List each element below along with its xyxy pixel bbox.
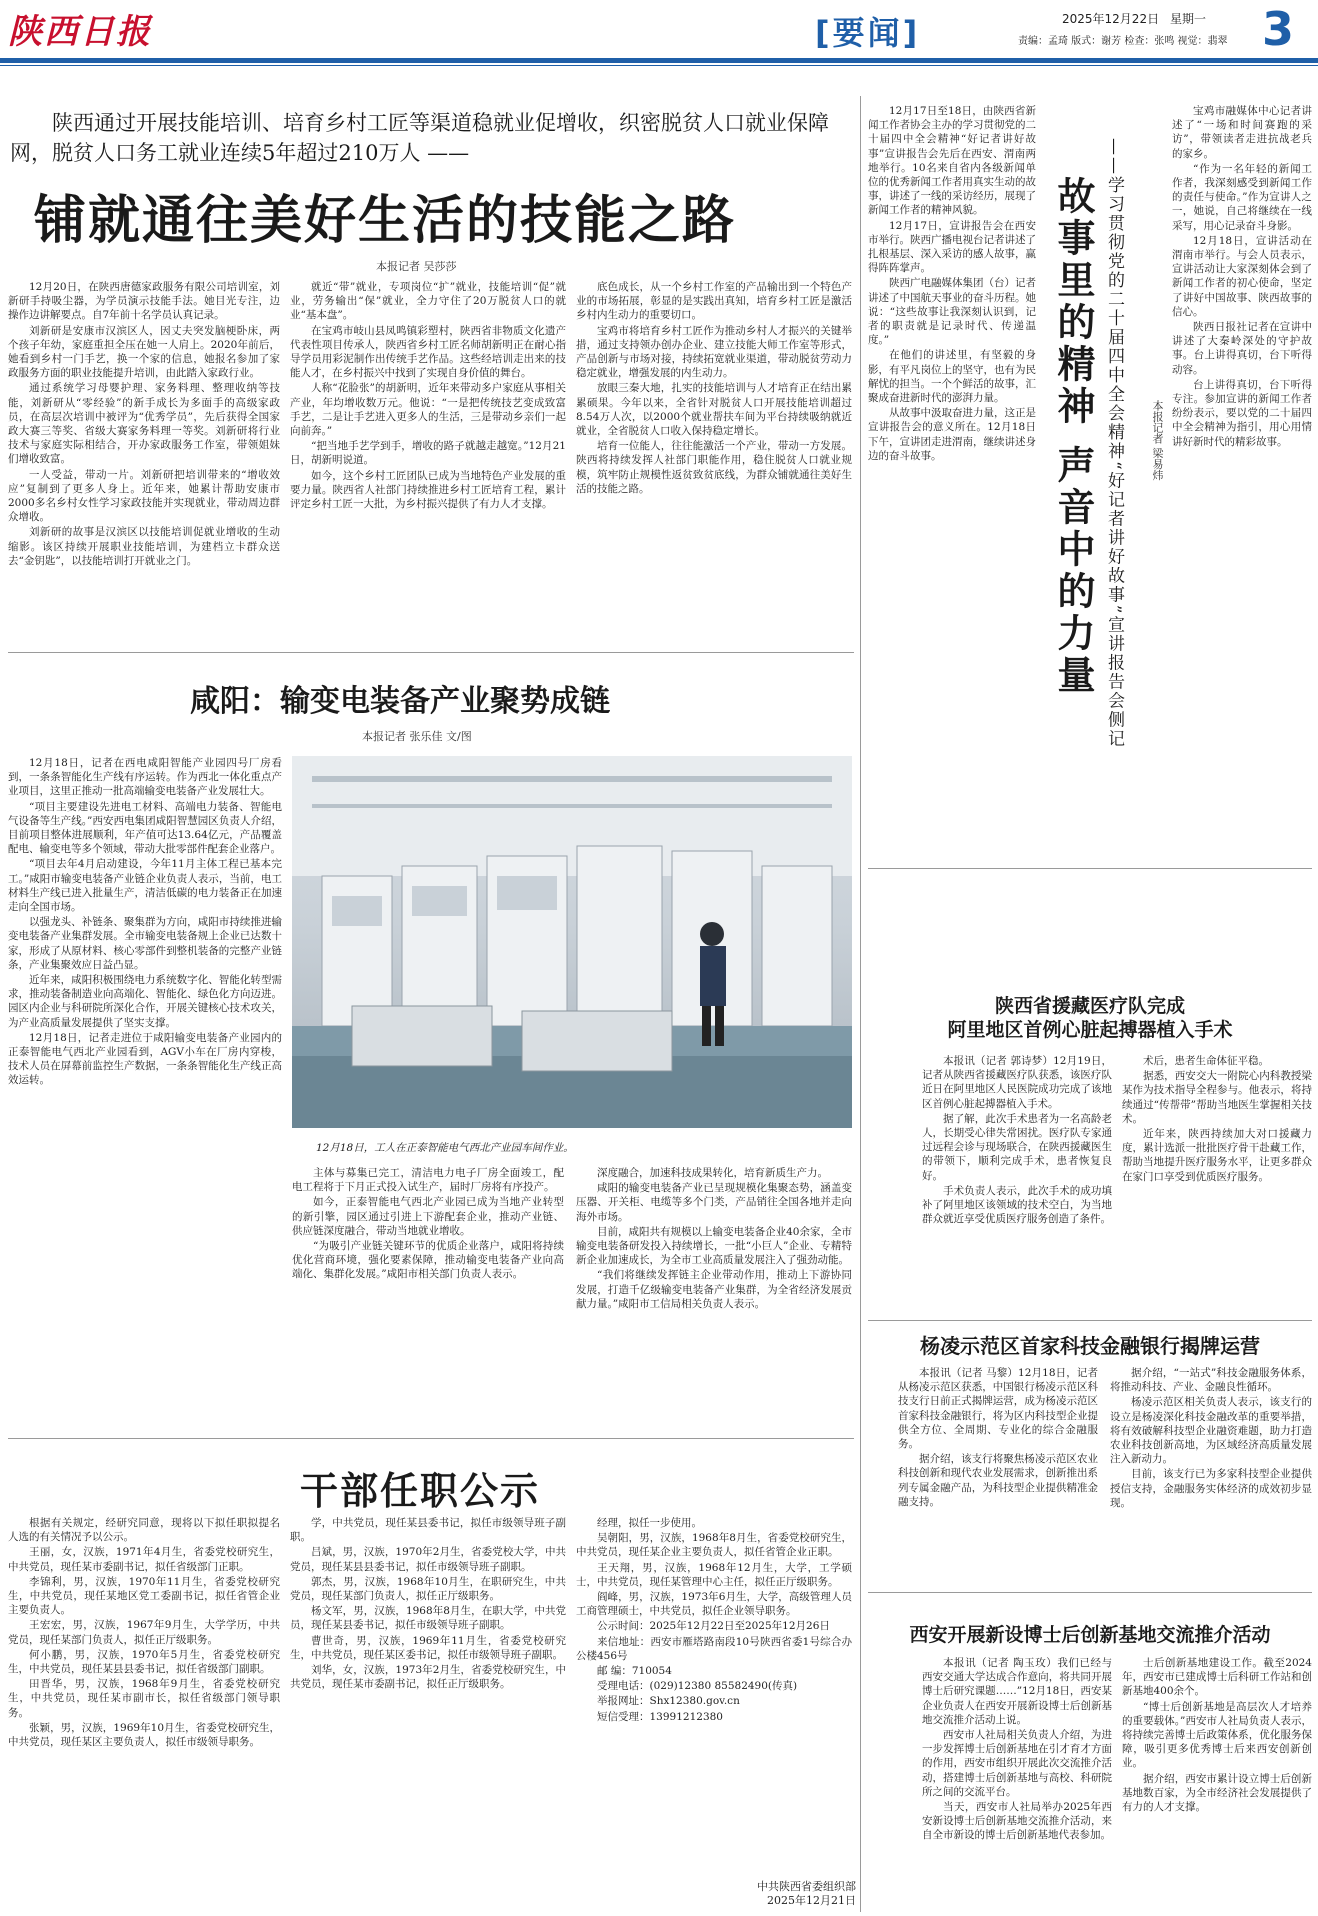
postdoc-column-2 <box>1122 1656 1312 1912</box>
paragraph: 放眼三秦大地，扎实的技能培训与人才培育正在结出累累硕果。今年以来，全省针对脱贫人口开展技能培训超过8.54万人次，以2000个就业帮扶车间为平台持续吸纳就近就业，全省脱贫人口收入保持稳定增长。 <box>576 382 852 438</box>
paragraph: 吴朝阳，男，汉族，1968年8月生，省委党校研究生，中共党员，现任某企业主要负责人，拟任省管企业正职。 <box>576 1532 852 1559</box>
notice-column-3 <box>576 1516 852 1876</box>
yangling-headline: 杨凌示范区首家科技金融银行揭牌运营 <box>920 1334 1260 1358</box>
aid-column-2 <box>1122 1054 1312 1316</box>
contact-line: 邮 编：710054 <box>597 1665 672 1678</box>
lead-column-1 <box>8 280 280 644</box>
paragraph: 陕西广电融媒体集团（台）记者讲述了中国航天事业的奋斗历程。她说：“这些故事让我深刻认识到，记者的职责就是记录时代、传递温度。” <box>868 277 1036 347</box>
xianyang-headline: 咸阳：输变电装备产业聚势成链 <box>190 684 610 719</box>
contact-line: 举报网址：Shx12380.gov.cn <box>597 1695 740 1708</box>
paragraph: 杨文军，男，汉族，1968年8月生，在职大学，中共党员，现任某县委书记，拟任市级领导班子副职。 <box>290 1605 566 1632</box>
paragraph: 杨凌示范区相关负责人表示，该支行的设立是杨凌深化科技金融改革的重要举措，将有效破解科技型企业融资难题，助力打造农业科技创新高地，为区域经济高质量发展注入新动力。 <box>1110 1396 1312 1466</box>
feature-byline: 本报记者 梁易炜 <box>1151 400 1164 481</box>
paragraph: 李锦利，男，汉族，1970年11月生，省委党校研究生，中共党员，现任某地区党工委副书记，拟任省管企业主要负责人。 <box>8 1575 280 1617</box>
section-divider <box>868 868 1312 869</box>
paragraph: 据介绍，西安市累计设立博士后创新基地数百家，为全市经济社会发展提供了有力的人才支撑。 <box>1122 1772 1312 1814</box>
paragraph: 底色成长，从一个乡村工作室的产品输出到一个特色产业的市场拓展，彰显的是实践出真知，培育乡村工匠是激活乡村内生动力的重要切口。 <box>576 281 852 322</box>
paragraph: 就近“带”就业，专项岗位“扩”就业，技能培训“促”就业，劳务输出“保”就业，全力守住了20万脱贫人口的就业“基本盘”。 <box>290 281 566 322</box>
paragraph: 陕西日报社记者在宣讲中讲述了大秦岭深处的守护故事。台上讲得真切，台下听得动容。 <box>1172 321 1312 376</box>
column-separator <box>860 96 861 1912</box>
postdoc-column-1 <box>922 1656 1112 1912</box>
paragraph: 宝鸡市融媒体中心记者讲述了“一场和时间赛跑的采访”，带领读者走进抗战老兵的家乡。 <box>1172 105 1312 160</box>
factory-photo <box>292 756 852 1128</box>
section-divider <box>8 1438 854 1439</box>
notice-issuer <box>680 1880 856 1908</box>
factory-photo-illustration <box>292 756 852 1128</box>
aid-headline <box>868 994 1312 1042</box>
paragraph: 士后创新基地建设工作。截至2024年，西安市已建成博士后科研工作站和创新基地400余个。 <box>1122 1657 1312 1698</box>
masthead-rule-thin <box>0 65 1318 66</box>
paragraph: 根据有关规定，经研究同意，现将以下拟任职拟提名人选的有关情况予以公示。 <box>8 1517 280 1544</box>
paragraph: 本报讯（记者 马黎）12月18日，记者从杨凌示范区获悉，中国银行杨凌示范区科技支行日前正式揭牌运营，成为杨凌示范区首家科技金融银行，将为区内科技型企业提供全方位、全周期、专业化的综合金融服务。 <box>898 1367 1098 1451</box>
paragraph: “我们将继续发挥链主企业带动作用，推动上下游协同发展，打造千亿级输变电装备产业集群，为全省经济发展贡献力量。”咸阳市工信局相关负责人表示。 <box>576 1269 852 1310</box>
paragraph: “把当地手艺学到手，增收的路子就越走越宽。”12月21日，胡新明说道。 <box>290 440 566 467</box>
paragraph: “博士后创新基地是高层次人才培养的重要载体。”西安市人社局负责人表示，将持续完善博士后政策体系，优化服务保障，吸引更多优秀博士后来西安创新创业。 <box>1122 1700 1312 1770</box>
section-divider <box>868 1320 1312 1321</box>
paragraph: 张颖，男，汉族，1969年10月生，省委党校研究生，中共党员，现任某区主要负责人，拟任市级领导职务。 <box>8 1721 280 1749</box>
contact-line: 受理电话：(029)12380 85582490(传真) <box>597 1680 798 1693</box>
paragraph: 宝鸡市将培育乡村工匠作为推动乡村人才振兴的关键举措，通过支持领办创办企业、建立技能大师工作室等形式，产品创新与市场对接，持续拓宽就业渠道，带动脱贫劳动力稳定就业，增强发展的内生动力。 <box>576 324 852 380</box>
feature-column-1 <box>868 104 1036 856</box>
newspaper-logo: 陕西日报 <box>8 12 152 52</box>
paragraph: 郭杰，男，汉族，1968年10月生，在职研究生，中共党员，现任某部门负责人，拟任正厅级职务。 <box>290 1575 566 1603</box>
paragraph: 西安市人社局相关负责人介绍，为进一步发挥博士后创新基地在引才育才方面的作用，西安市组织开展此次交流推介活动，搭建博士后创新基地与高校、科研院所之间的交流平台。 <box>922 1729 1112 1798</box>
paragraph: 台上讲得真切，台下听得专注。参加宣讲的新闻工作者纷纷表示，要以党的二十届四中全会精神为指引，用心用情讲好新时代的精彩故事。 <box>1172 378 1312 448</box>
paragraph: 从故事中汲取奋进力量，这正是宣讲报告会的意义所在。12月18日下午，宣讲团走进渭南，继续讲述身边的奋斗故事。 <box>868 407 1036 462</box>
xianyang-column-1 <box>8 756 282 1428</box>
paragraph: 目前，咸阳共有规模以上输变电装备企业40余家，全市输变电装备研发投入持续增长，一批“小巨人”企业、专精特新企业加速成长，为全市工业高质量发展注入了强劲动能。 <box>576 1225 852 1267</box>
contact-line: 公示时间：2025年12月22日至2025年12月26日 <box>597 1620 830 1633</box>
paragraph: “项目去年4月启动建设，今年11月主体工程已基本完工。”咸阳市输变电装备产业链企业负责人表示，当前，电工材料生产线已进入批量生产，清洁低碳的电力装备正在加速走向全国市场。 <box>8 858 282 914</box>
xianyang-column-2 <box>292 1166 564 1428</box>
paragraph: 深度融合，加速科技成果转化，培育新质生产力。 <box>597 1167 828 1179</box>
lead-headline: 铺就通往美好生活的技能之路 <box>34 191 737 251</box>
contact-line: 来信地址：西安市雁塔路南段10号陕西省委1号综合办公楼456号 <box>576 1635 852 1662</box>
section-name: [要闻] <box>815 14 921 52</box>
paragraph: 12月18日，记者在西电咸阳智能产业园四号厂房看到，一条条智能化生产线有序运转。作为西北一体化重点产业项目，这里正推动一批高端输变电装备产业发展壮大。 <box>8 757 282 798</box>
paragraph: 学，中共党员，现任某县委书记，拟任市级领导班子副职。 <box>290 1517 566 1544</box>
lead-byline: 本报记者 吴莎莎 <box>376 260 457 273</box>
paragraph: 据介绍，该支行将聚焦杨凌示范区农业科技创新和现代农业发展需求，创新推出系列专属金融产品，为科技型企业提供精准金融支持。 <box>898 1453 1098 1508</box>
yangling-column-2 <box>1110 1366 1312 1580</box>
xianyang-column-3 <box>576 1166 852 1428</box>
paragraph: 据悉，西安交大一附院心内科教授梁某作为技术指导全程参与。他表示，将持续通过“传帮带”帮助当地医生掌握相关技术。 <box>1122 1070 1312 1125</box>
paragraph: 阎峰，男，汉族，1973年6月生，大学，高级管理人员工商管理硕士，中共党员，拟任企业领导职务。 <box>576 1591 852 1618</box>
paragraph: 近年来，咸阳积极围绕电力系统数字化、智能化转型需求，推动装备制造业向高端化、智能化、绿色化方向迈进。园区内企业与科研院所深化合作，开展关键核心技术攻关，为产业高质量发展提供了坚实支撑。 <box>8 974 282 1029</box>
paragraph: 在他们的讲述里，有坚毅的身影，有平凡岗位上的坚守，也有为民解忧的担当。一个个鲜活的故事，汇聚成奋进新时代的澎湃力量。 <box>868 349 1036 405</box>
masthead-rule <box>0 58 1318 63</box>
section-divider <box>8 652 854 653</box>
paragraph: 刘新研是安康市汉滨区人，因丈夫突发脑梗卧床，两个孩子年幼，家庭重担全压在她一人肩上。2020年前后，她看到乡村一门手艺，换一个家的信息，她报名参加了家政服务方面的职业技能提升培训，由此踏入家政行业。 <box>8 324 280 380</box>
lead-kicker: 陕西通过开展技能培训、培育乡村工匠等渠道稳就业促增收，织密脱贫人口就业保障网，脱贫人口务工就业连续5年超过210万人 —— <box>10 111 829 165</box>
paragraph: 以强龙头、补链条、聚集群为方向，咸阳市持续推进输变电装备产业集群发展。全市输变电装备规上企业已达数十家，形成了从原材料、核心零部件到整机装备的完整产业链条，产业集聚效应日益凸显。 <box>8 916 282 971</box>
paragraph: 据了解，此次手术患者为一名高龄老人，长期受心律失常困扰。医疗队专家通过远程会诊与现场联合，在陕西援藏医生的带领下，顺利完成手术，患者恢复良好。 <box>922 1112 1112 1182</box>
paragraph: 据介绍，“一站式”科技金融服务体系，将推动科技、产业、金融良性循环。 <box>1110 1367 1312 1394</box>
paragraph: 王天翔，男，汉族，1968年12月生，大学，工学硕士，中共党员，现任某管理中心主任，拟任正厅级职务。 <box>576 1561 852 1588</box>
paragraph: 咸阳的输变电装备产业已呈现规模化集聚态势，涵盖变压器、开关柜、电缆等多个门类，产品销往全国各地并走向海外市场。 <box>576 1182 852 1223</box>
paragraph: 刘新研的故事是汉滨区以技能培训促就业增收的生动缩影。该区持续开展职业技能培训，为建档立卡群众送去“金钥匙”，以技能培训打开就业之门。 <box>8 526 280 567</box>
lead-column-2 <box>290 280 566 644</box>
notice-column-1 <box>8 1516 280 1914</box>
paragraph: “作为一名年轻的新闻工作者，我深刻感受到新闻工作的责任与使命。”作为宣讲人之一，她说，自己将继续在一线采写，用心记录奋斗身影。 <box>1172 162 1312 232</box>
notice-column-2 <box>290 1516 566 1914</box>
page-number: 3 <box>1262 2 1295 56</box>
paragraph: 培育一位能人，往往能激活一个产业，带动一方发展。陕西将持续发挥人社部门职能作用，稳住脱贫人口就业规模，筑牢防止规模性返贫致贫底线，为群众铺就通往美好生活的技能之路。 <box>576 440 852 495</box>
lead-column-3 <box>576 280 852 644</box>
paragraph: 吕斌，男，汉族，1970年2月生，省委党校大学，中共党员，现任某县县委书记，拟任市级领导班子副职。 <box>290 1546 566 1573</box>
xianyang-byline: 本报记者 张乐佳 文/图 <box>362 730 472 743</box>
section-divider <box>868 1592 1312 1593</box>
yangling-column-1 <box>898 1366 1098 1580</box>
paragraph: 12月17日，宣讲报告会在西安市举行。陕西广播电视台记者讲述了扎根基层、深入采访的感人故事，赢得阵阵掌声。 <box>868 219 1036 275</box>
paragraph: 目前，该支行已为多家科技型企业提供授信支持，金融服务实体经济的成效初步显现。 <box>1110 1468 1312 1509</box>
editor-credits: 责编：孟琦 版式：谢芳 检查：张鸣 视觉：翡翠 <box>1018 36 1228 47</box>
postdoc-headline: 西安开展新设博士后创新基地交流推介活动 <box>909 1624 1271 1646</box>
notice-headline: 干部任职公示 <box>300 1469 541 1513</box>
paragraph: 刘华，女，汉族，1973年2月生，省委党校研究生，中共党员，现任某市委副书记，拟任正厅级职务。 <box>290 1664 566 1691</box>
masthead <box>0 0 1318 56</box>
paragraph: 王宏宏，男，汉族，1967年9月生，大学学历，中共党员，现任某部门负责人，拟任正厅级职务。 <box>8 1619 280 1646</box>
issuer-text: 中共陕西省委组织部 2025年12月21日 <box>757 1880 856 1907</box>
feature-column-2 <box>1172 104 1312 856</box>
feature-series-title: ——学习贯彻党的二十届四中全会精神“好记者讲好故事”宣讲报告会侧记 <box>1104 138 1124 749</box>
paragraph: “为吸引产业链关键环节的优质企业落户，咸阳将持续优化营商环境，强化要素保障，推动输变电装备产业向高端化、集群化发展。”咸阳市相关部门负责人表示。 <box>292 1240 564 1281</box>
paragraph: 经理，拟任一步使用。 <box>597 1517 702 1529</box>
paragraph: 如今，正泰智能电气西北产业园已成为当地产业转型的新引擎，园区通过引进上下游配套企业，推动产业链、供应链深度融合，带动当地就业增收。 <box>292 1196 564 1237</box>
paragraph: 如今，这个乡村工匠团队已成为当地特色产业发展的重要力量。陕西省人社部门持续推进乡村工匠培育工程，累计评定乡村工匠一大批，为乡村振兴提供了有力人才支撑。 <box>290 469 566 511</box>
feature-headline: 故事里的精神 声音中的力量 <box>1051 176 1095 698</box>
paragraph: 12月20日，在陕西唐德家政服务有限公司培训室，刘新研手持吸尘器，为学员演示技能手法。她目光专注，边操作边讲解要点。自7年前十名学员认真记录。 <box>8 281 280 322</box>
aid-column-1 <box>922 1054 1112 1316</box>
paragraph: 在宝鸡市岐山县凤鸣镇彩塑村，陕西省非物质文化遗产代表性项目传承人，陕西省乡村工匠名师胡新明正在耐心指导学员用彩泥制作出传统手艺作品。这些经培训走出来的技能人才，在乡村振兴中找到了实现自身价值的舞台。 <box>290 324 566 380</box>
paragraph: “项目主要建设先进电工材料、高端电力装备、智能电气设备等生产线。”西安西电集团咸阳智慧园区负责人介绍，目前项目整体进展顺利，年产值可达13.64亿元，产品覆盖配电、输变电等多个领域，带动大批零部件配套企业落户。 <box>8 800 282 856</box>
paragraph: 12月18日，宣讲活动在渭南市举行。与会人员表示，宣讲活动让大家深刻体会到了新闻工作者的初心使命，坚定了讲好中国故事、陕西故事的信心。 <box>1172 234 1312 318</box>
paragraph: 术后，患者生命体征平稳。 <box>1143 1055 1269 1067</box>
contact-line: 短信受理：13991212380 <box>597 1710 723 1723</box>
paragraph: 曹世奇，男，汉族，1969年11月生，省委党校研究生，中共党员，现任某区委书记，拟任市级领导班子副职。 <box>290 1634 566 1661</box>
paragraph: 12月17日至18日，由陕西省新闻工作者协会主办的学习贯彻党的二十届四中全会精神“好记者讲好故事”宣讲报告会先后在西安、渭南两地举行。10名来自省内各级新闻单位的优秀新闻工作者用真实生动的故事，讲述了一线的采访经历，展现了新闻工作者的精神风貌。 <box>868 105 1036 217</box>
paragraph: 本报讯（记者 郭诗梦）12月19日，记者从陕西省援藏医疗队获悉，该医疗队近日在阿里地区人民医院成功完成了该地区首例心脏起搏器植入手术。 <box>922 1055 1112 1110</box>
issue-weekday: 星期一 <box>1170 12 1207 26</box>
paragraph: 王丽，女，汉族，1971年4月生，省委党校研究生，中共党员，现任某市委副书记，拟任省级部门正职。 <box>8 1546 280 1573</box>
paragraph: 手术负责人表示，此次手术的成功填补了阿里地区该领域的技术空白，为当地群众就近享受优质医疗服务创造了条件。 <box>922 1184 1112 1226</box>
photo-caption: 12月18日，工人在正泰智能电气西北产业园车间作业。 <box>316 1142 574 1154</box>
aid-headline-line-2: 阿里地区首例心脏起搏器植入手术 <box>947 1019 1233 1041</box>
paragraph: 何小鹏，男，汉族，1970年5月生，省委党校研究生，中共党员，现任某县县委书记，拟任省级部门副职。 <box>8 1648 280 1676</box>
issue-date: 2025年12月22日 <box>1062 12 1160 26</box>
paragraph: 人称“花脸张”的胡新明，近年来带动多户家庭从事相关产业，年均增收数万元。他说：“一是把传统技艺变成致富手艺，二是让手艺进入更多人的生活，三是带动乡亲们一起向前奔。” <box>290 382 566 438</box>
paragraph: 当天，西安市人社局举办2025年西安新设博士后创新基地交流推介活动，来自全市新设的博士后创新基地代表参加。 <box>922 1801 1112 1842</box>
paragraph: 12月18日，记者走进位于咸阳输变电装备产业园内的正泰智能电气西北产业园看到，AGV小车在厂房内穿梭，技术人员在屏幕前监控生产数据，一条条智能化生产线正高效运转。 <box>8 1031 282 1087</box>
aid-headline-line-1: 陕西省援藏医疗队完成 <box>994 995 1185 1017</box>
paragraph: 一人受益，带动一片。刘新研把培训带来的“增收效应”复制到了更多人身上。近年来，她累计帮助安康市2000多名乡村女性学习家政技能并实现就业，带动周边群众增收。 <box>8 468 280 524</box>
paragraph: 通过系统学习母婴护理、家务料理、整理收纳等技能，刘新研从“零经验”的新手成长为多面手的高级家政员，在高层次培训中被评为“优秀学员”，先后获得全国家政大赛三等奖、省级大赛家务料理一等奖。刘新研将行业技术与家庭实际相结合，开办家政服务工作室，带领姐妹们增收致富。 <box>8 382 280 466</box>
paragraph: 田晋华，男，汉族，1968年9月生，省委党校研究生，中共党员，现任某市副市长，拟任省级部门领导职务。 <box>8 1678 280 1719</box>
paragraph: 近年来，陕西持续加大对口援藏力度，累计选派一批批医疗骨干赴藏工作，帮助当地提升医疗服务水平，让更多群众在家门口享受到优质医疗服务。 <box>1122 1128 1312 1183</box>
paragraph: 主体与募集已完工，清洁电力电子厂房全面竣工，配电工程将于下月正式投入试生产，届时厂房将有序投产。 <box>292 1167 564 1194</box>
paragraph: 本报讯（记者 陶玉玫）我们已经与西安交通大学达成合作意向，将共同开展博士后研究课题……”12月18日，西安某企业负责人在西安开展新设博士后创新基地交流推介活动上说。 <box>922 1657 1112 1726</box>
